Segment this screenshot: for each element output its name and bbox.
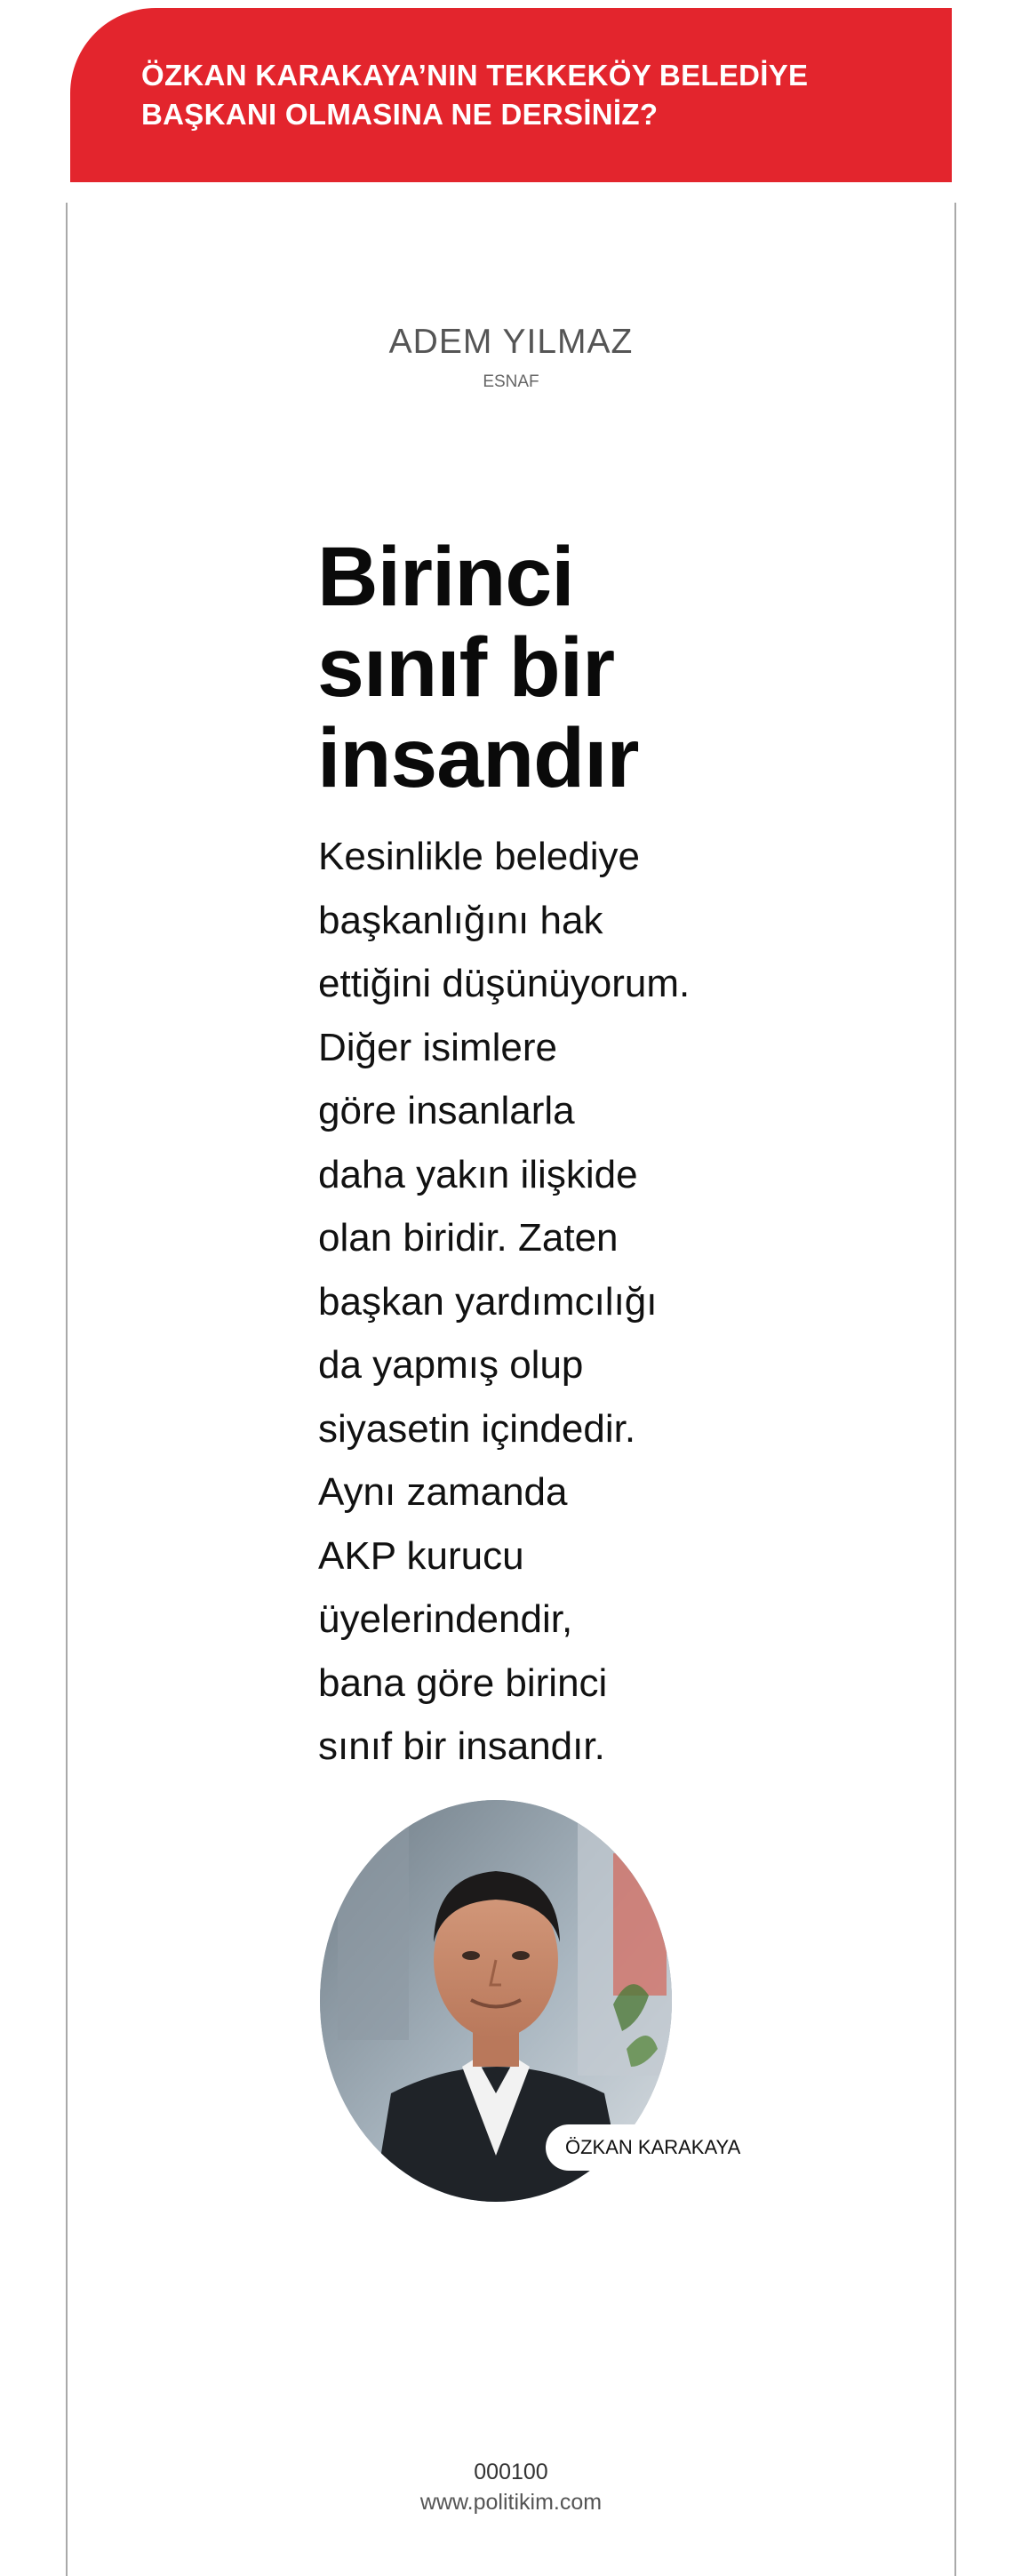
header-title-line-2: BAŞKANI OLMASINA NE DERSİNİZ? bbox=[141, 98, 659, 131]
header-title-line-1: ÖZKAN KARAKAYA’NIN TEKKEKÖY BELEDİYE bbox=[141, 59, 809, 92]
frame-left-border bbox=[66, 203, 68, 2576]
body-line: Aynı zamanda bbox=[318, 1470, 568, 1514]
footer-code: 000100 bbox=[474, 2460, 548, 2484]
header-banner bbox=[70, 8, 952, 182]
body-line: siyasetin içindedir. bbox=[318, 1406, 636, 1451]
body-line: Diğer isimlere bbox=[318, 1025, 557, 1069]
author-name: ADEM YILMAZ bbox=[388, 323, 634, 361]
body-line: başkan yardımcılığı bbox=[318, 1279, 658, 1324]
body-text bbox=[318, 825, 816, 1779]
body-line: AKP kurucu bbox=[318, 1533, 524, 1578]
headline-line-3: insandır bbox=[317, 711, 639, 805]
footer-url[interactable]: www.politikim.com bbox=[419, 2490, 603, 2515]
body-line: daha yakın ilişkide bbox=[318, 1152, 638, 1196]
headline-line-1: Birinci bbox=[317, 530, 574, 624]
photo-caption: ÖZKAN KARAKAYA bbox=[546, 2124, 760, 2171]
body-line: ettiğini düşünüyorum. bbox=[318, 962, 691, 1005]
body-line: üyelerindendir, bbox=[318, 1597, 573, 1641]
body-line: olan biridir. Zaten bbox=[318, 1216, 619, 1260]
body-line: da yapmış olup bbox=[318, 1343, 584, 1387]
headline bbox=[317, 532, 779, 804]
author-role: ESNAF bbox=[483, 372, 539, 391]
body-line: Kesinlikle belediye bbox=[318, 835, 640, 878]
body-line: göre insanlarla bbox=[318, 1089, 575, 1132]
frame-right-border bbox=[954, 203, 956, 2576]
body-line: sınıf bir insandır. bbox=[318, 1724, 605, 1768]
body-line: başkanlığını hak bbox=[318, 898, 603, 942]
headline-line-2: sınıf bir bbox=[317, 620, 615, 715]
body-line: bana göre birinci bbox=[318, 1660, 608, 1705]
